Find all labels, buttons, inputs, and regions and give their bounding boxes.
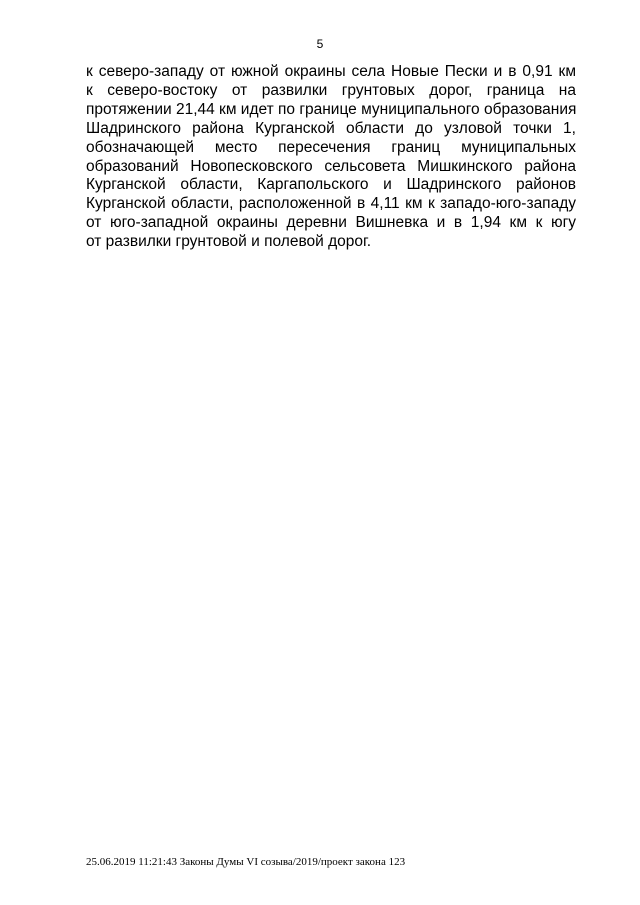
body-paragraph <box>86 63 576 252</box>
text-line: к северо-западу от южной окраины села Новые Пески и в 0,91 км <box>86 63 576 80</box>
page-number: 5 <box>316 37 324 51</box>
document-footer: 25.06.2019 11:21:43 Законы Думы VI созыва/2019/проект закона 123 <box>86 856 406 868</box>
text-line: к северо-востоку от развилки грунтовых дорог, граница на <box>86 81 576 99</box>
text-line: Шадринского района Курганской области до узловой точки 1, <box>86 119 576 137</box>
text-line: от юго-западной окраины деревни Вишневка и в 1,94 км к югу <box>86 214 576 232</box>
text-line: образований Новопесковского сельсовета Мишкинского района <box>86 157 576 175</box>
text-line: Курганской области, расположенной в 4,11 км к западо-юго-западу <box>86 195 576 213</box>
text-line: от развилки грунтовой и полевой дорог. <box>86 233 372 251</box>
text-line: протяжении 21,44 км идет по границе муниципального образования <box>86 100 577 118</box>
text-line: обозначающей место пересечения границ муниципальных <box>86 138 576 156</box>
text-line: Курганской области, Каргапольского и Шадринского районов <box>86 176 576 194</box>
